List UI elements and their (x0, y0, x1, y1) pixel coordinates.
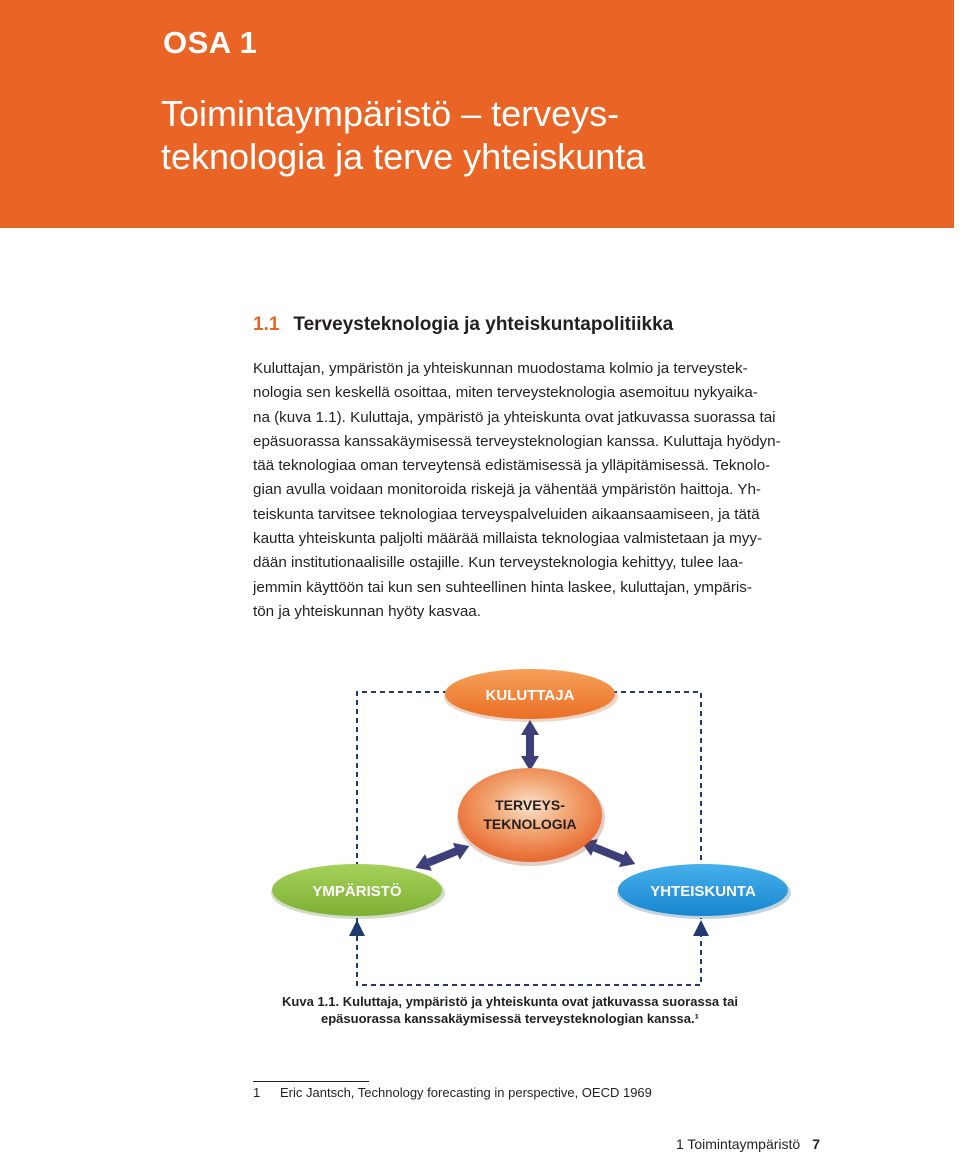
body-line: kautta yhteiskunta paljolti määrää millaista teknologiaa valmistetaan ja myy- (253, 530, 763, 548)
connector-left (357, 692, 448, 881)
section-title: Terveysteknologia ja yhteiskuntapolitiikka (293, 314, 674, 335)
yhteiskunta-node (617, 864, 791, 919)
body-line: tää teknologiaa oman terveytensä edistämisessä ja ylläpitämisessä. Teknolo- (253, 457, 771, 475)
footnote-number: 1 (253, 1085, 261, 1100)
body-line: tön ja yhteiskunnan hyöty kasvaa. (253, 602, 481, 620)
footer-chapter: 1 Toimintaympäristö (675, 1136, 801, 1152)
ymparisto-label: YMPÄRISTÖ (312, 883, 402, 900)
kuluttaja-node (444, 669, 618, 722)
body-line: gian avulla voidaan monitoroida riskejä ja vähentää ympäristön haittoja. Yh- (253, 481, 761, 499)
chapter-title-line: Toimintaympäristö – terveys- (161, 93, 620, 134)
yhteiskunta-label: YHTEISKUNTA (650, 883, 756, 900)
kuluttaja-label: KULUTTAJA (485, 687, 575, 704)
technology-node (457, 768, 605, 866)
body-line: teiskunta tarvitsee teknologiaa terveyspalveluiden aikaansaamiseen, ja tätä (253, 505, 760, 523)
footnote-text: Eric Jantsch, Technology forecasting in perspective, OECD 1969 (280, 1085, 652, 1100)
arrowhead-left-up (349, 920, 365, 936)
footnote (253, 1085, 652, 1100)
technology-label-line1: TERVEYS- (495, 797, 565, 813)
caption-line: epäsuorassa kanssakäymisessä terveysteknologian kanssa.¹ (321, 1011, 699, 1026)
page-footer (676, 1136, 820, 1152)
part-label: OSA 1 (163, 25, 258, 60)
technology-label-line2: TEKNOLOGIA (483, 816, 577, 832)
body-line: na (kuva 1.1). Kuluttaja, ympäristö ja yhteiskunta ovat jatkuvassa suorassa tai (253, 408, 776, 426)
figure-caption (200, 993, 820, 1027)
body-line: epäsuorassa kanssakäymisessä terveysteknologian kanssa. Kuluttaja hyödyn- (253, 432, 781, 450)
caption-line: Kuva 1.1. Kuluttaja, ympäristö ja yhteiskunta ovat jatkuvassa suorassa tai (282, 994, 738, 1009)
connector-bottom (357, 918, 701, 985)
double-arrow-tech-ymparisto (412, 838, 473, 876)
ymparisto-node (271, 864, 445, 919)
body-line: nologia sen keskellä osoittaa, miten terveysteknologia asemoituu nykyaika- (253, 384, 758, 402)
footnote-rule (253, 1081, 369, 1082)
page-number: 7 (812, 1136, 820, 1152)
body-line: dään institutionaalisille ostajille. Kun terveysteknologia kehittyy, tulee laa- (253, 554, 744, 572)
double-arrow-kuluttaja-tech (521, 720, 539, 771)
body-line: Kuluttajan, ympäristön ja yhteiskunnan muodostama kolmio ja terveystek- (253, 360, 748, 377)
arrowhead-right-up (693, 920, 709, 936)
body-line: jemmin käyttöön tai kun sen suhteellinen hinta laskee, kuluttajan, ympäris- (253, 578, 752, 596)
section-number: 1.1 (253, 314, 280, 335)
chapter-title-line: teknologia ja terve yhteiskunta (161, 136, 646, 177)
